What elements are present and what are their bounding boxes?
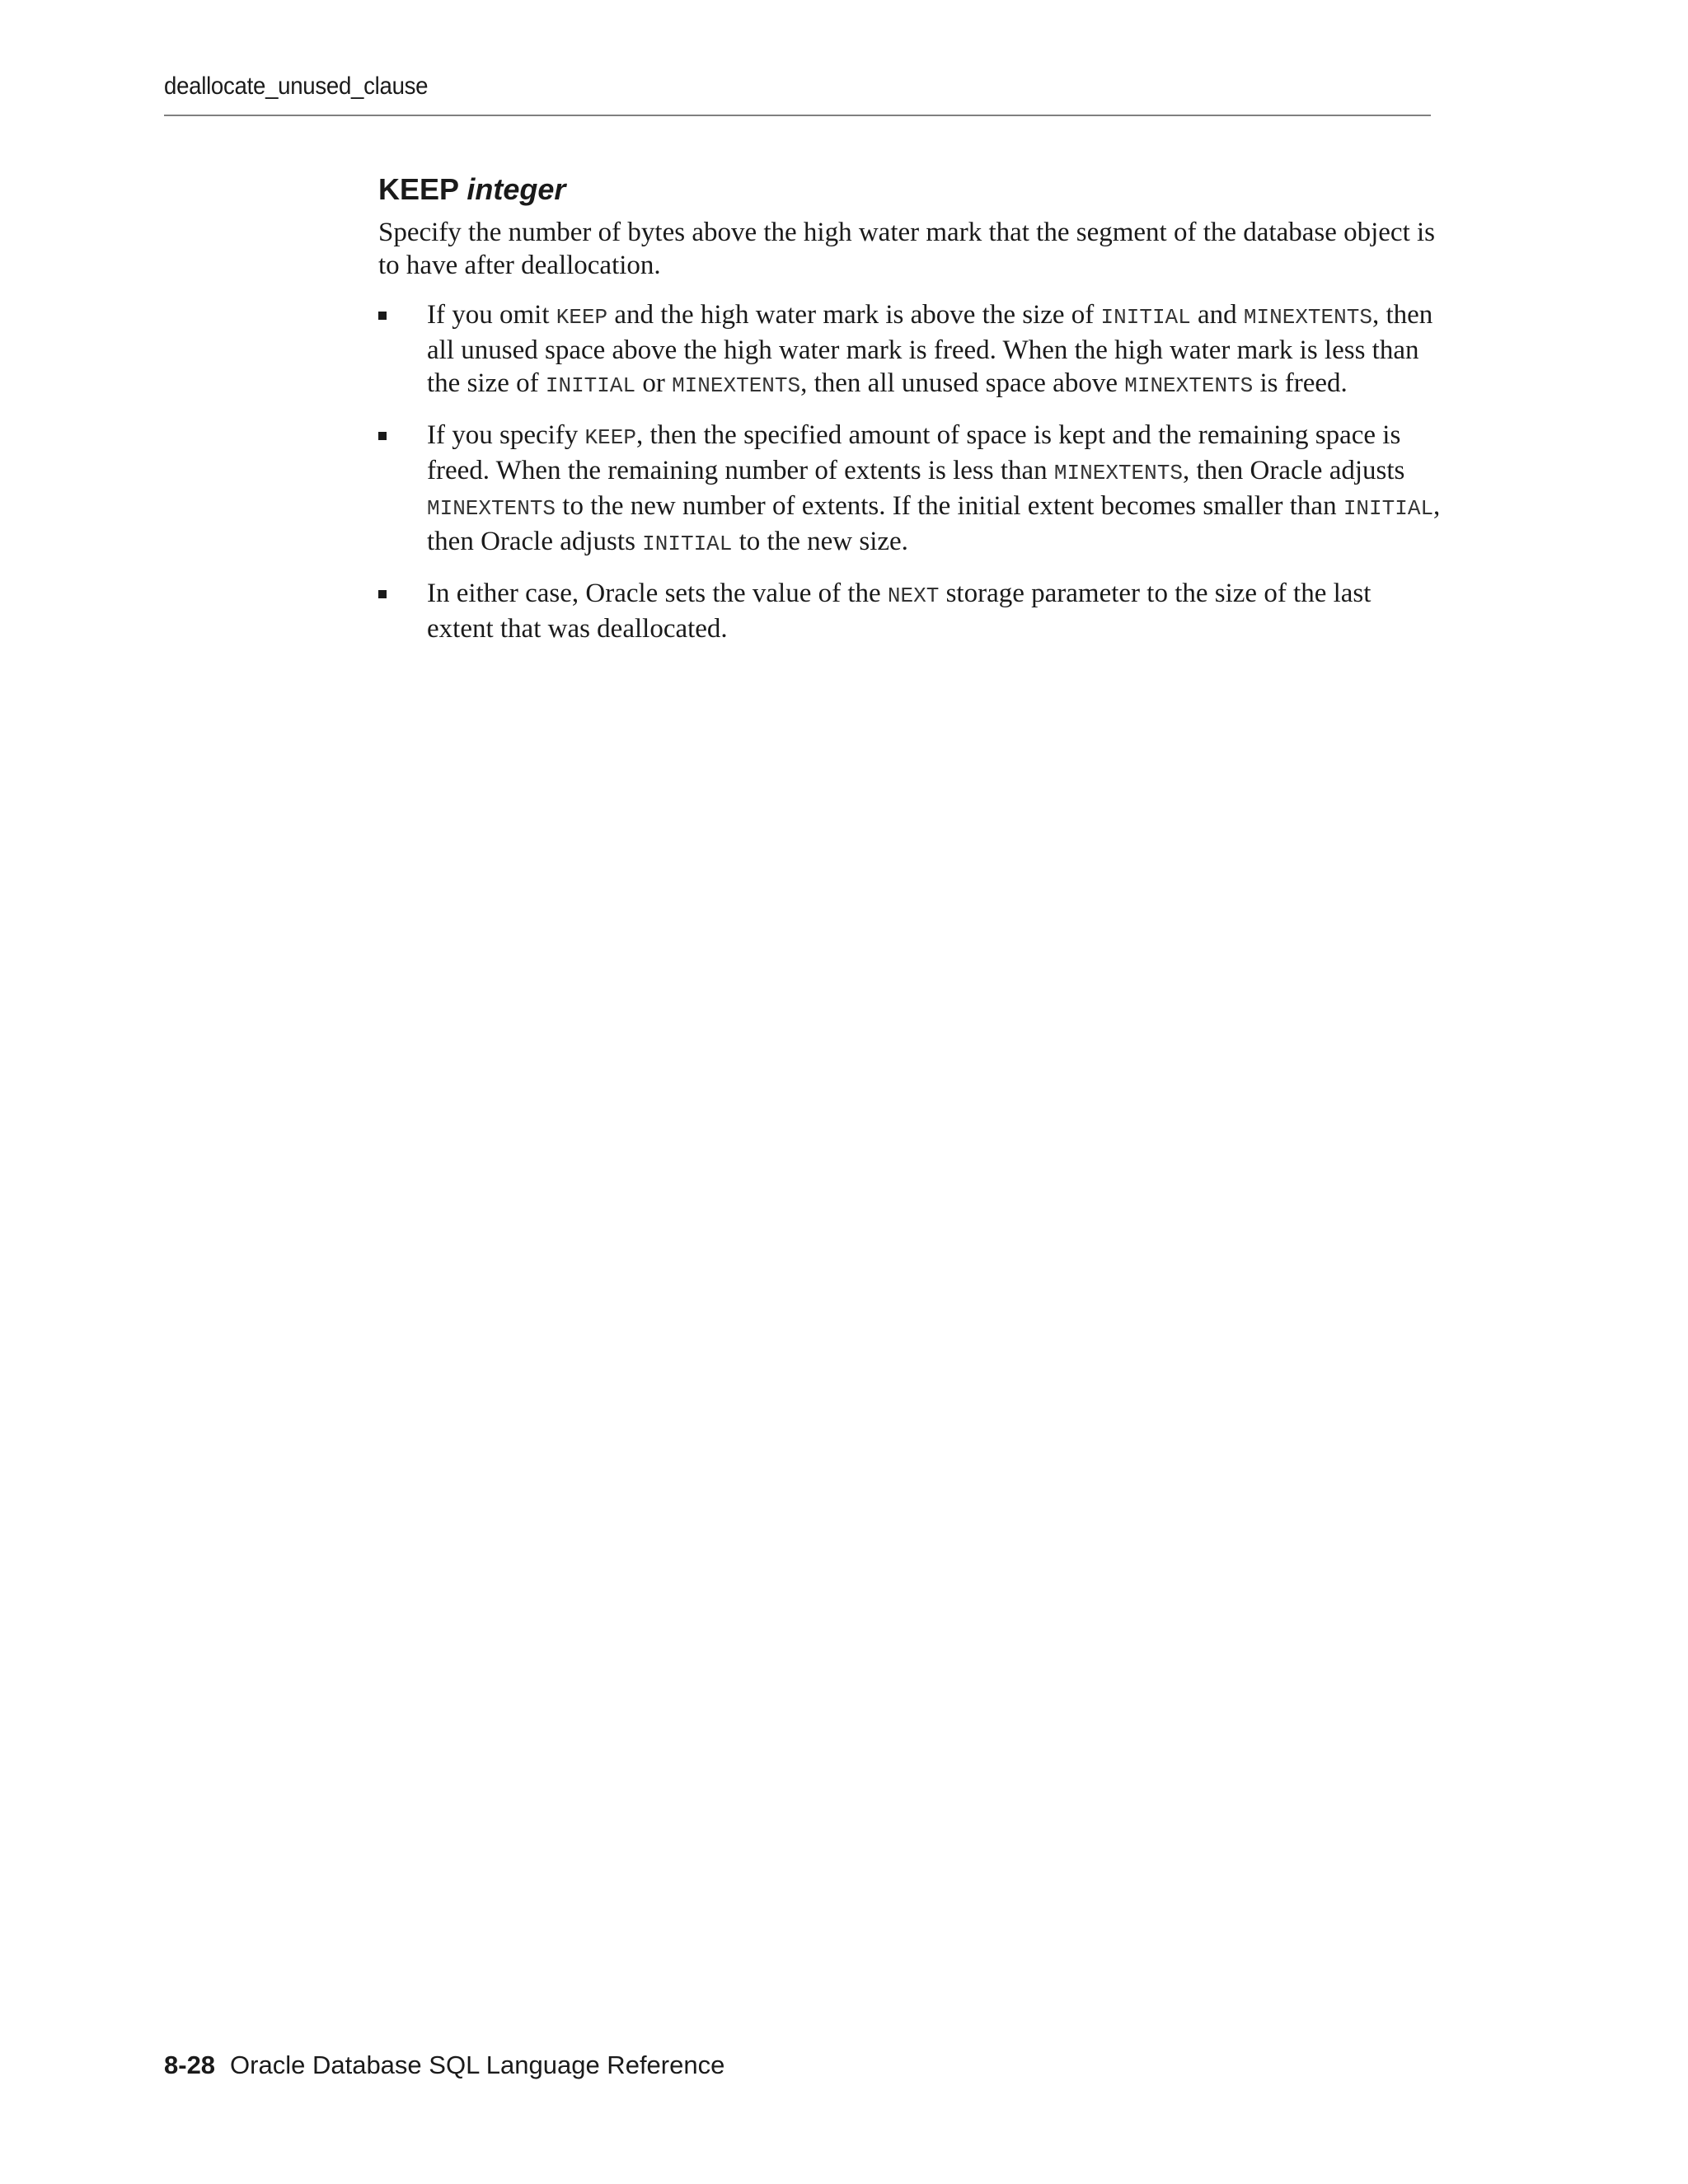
text-run: and the high water mark is above the size of: [607, 300, 1101, 330]
page-content: [378, 171, 1442, 662]
page-number: 8-28: [164, 2050, 216, 2079]
text-run: , then the specified amount of space is kept and the remaining space is freed. When the remaining number of extents is less than: [427, 420, 1401, 485]
text-run: , then all unused space above the high water mark is freed. When the high water mark is less than the size of: [427, 300, 1433, 398]
square-bullet-icon: [378, 432, 387, 440]
text-run: storage parameter to the size of the last extent that was deallocated.: [427, 579, 1372, 644]
code-initial: INITIAL: [1100, 305, 1191, 330]
section-heading: [378, 171, 1442, 208]
text-run: to the new number of extents. If the initial extent becomes smaller than: [556, 491, 1343, 521]
running-header: deallocate_unused_clause: [164, 73, 429, 100]
code-minextents: MINEXTENTS: [427, 496, 556, 521]
text-run: is freed.: [1253, 368, 1348, 398]
code-minextents: MINEXTENTS: [1053, 461, 1183, 485]
text-run: , then Oracle adjusts: [1182, 456, 1405, 485]
heading-term: integer: [467, 172, 566, 206]
code-keep: KEEP: [584, 425, 636, 450]
bullet-list: [378, 298, 1442, 645]
text-run: and: [1190, 300, 1244, 330]
text-run: , then all unused space above: [800, 368, 1125, 398]
square-bullet-icon: [378, 590, 387, 598]
list-item: [378, 577, 1442, 645]
list-item: [378, 298, 1442, 402]
text-run: to the new size.: [732, 527, 908, 556]
code-initial: INITIAL: [545, 373, 636, 398]
intro-paragraph: Specify the number of bytes above the high water mark that the segment of the database object is to have after deallocation.: [378, 218, 1436, 280]
code-minextents: MINEXTENTS: [1124, 373, 1254, 398]
code-keep: KEEP: [556, 305, 608, 330]
code-next: NEXT: [887, 583, 940, 608]
book-title: Oracle Database SQL Language Reference: [230, 2050, 725, 2079]
header-rule: [164, 115, 1431, 116]
list-item: [378, 419, 1442, 560]
code-initial: INITIAL: [1343, 496, 1434, 521]
square-bullet-icon: [378, 312, 387, 320]
code-minextents: MINEXTENTS: [1243, 305, 1372, 330]
text-run: If you omit: [427, 300, 556, 330]
text-run: or: [635, 368, 673, 398]
page-footer: [164, 2050, 724, 2080]
text-run: , then Oracle adjusts: [427, 491, 1441, 556]
code-initial: INITIAL: [642, 532, 733, 556]
code-minextents: MINEXTENTS: [672, 373, 801, 398]
text-run: In either case, Oracle sets the value of the: [427, 579, 888, 608]
text-run: If you specify: [427, 420, 585, 450]
heading-keyword: KEEP: [378, 172, 459, 206]
